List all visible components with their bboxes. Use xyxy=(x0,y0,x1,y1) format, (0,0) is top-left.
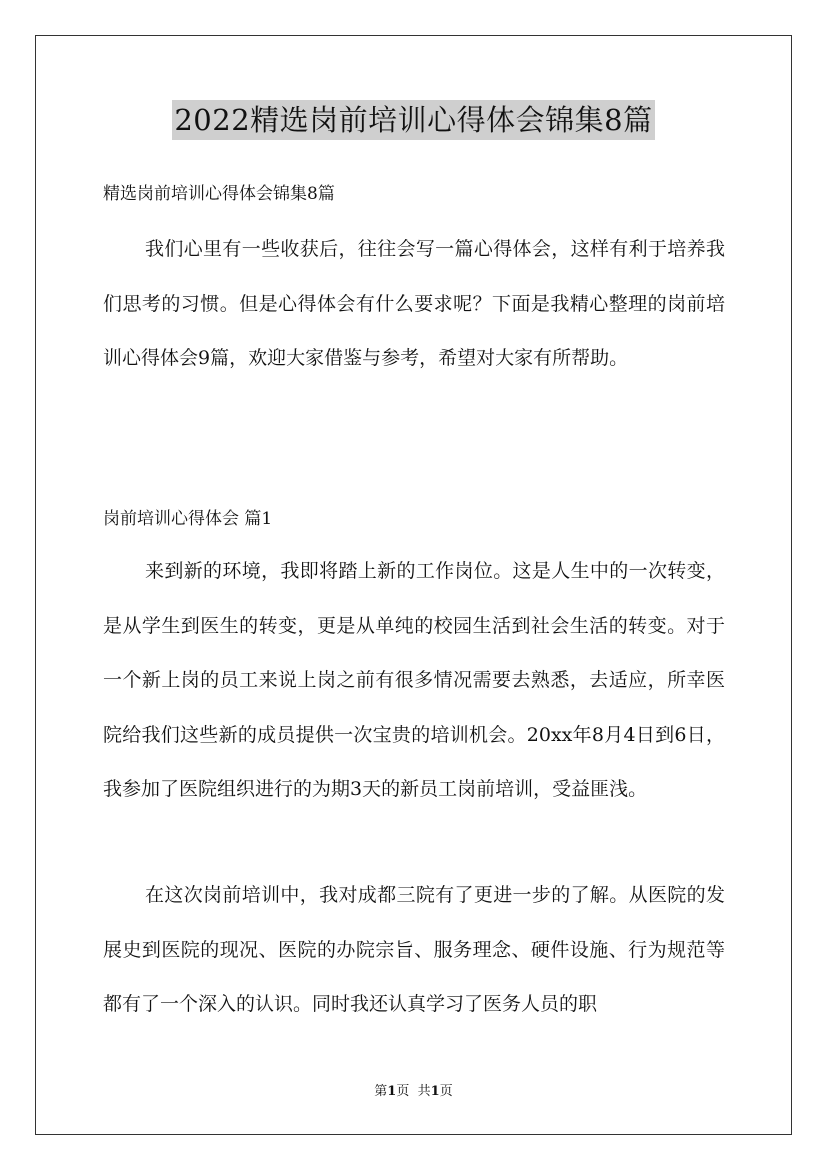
body-paragraph-1: 来到新的环境，我即将踏上新的工作岗位。这是人生中的一次转变，是从学生到医生的转变，更是从单纯的校园生活到社会生活的转变。对于一个新上岗的员工来说上岗之前有很多情况需要去熟悉，去适应，所幸医院给我们这些新的成员提供一次宝贵的培训机会。20xx年8月4日到6日，我参加了医院组织进行的为期3天的新员工岗前培训，受益匪浅。 xyxy=(103,560,725,800)
intro-paragraph: 我们心里有一些收获后，往往会写一篇心得体会，这样有利于培养我们思考的习惯。但是心得体会有什么要求呢？下面是我精心整理的岗前培训心得体会9篇，欢迎大家借鉴与参考，希望对大家有所帮助。 xyxy=(103,238,725,369)
page-footer xyxy=(0,1082,827,1102)
document-title: 2022精选岗前培训心得体会锦集8篇 xyxy=(172,100,654,140)
footer-page-number: 1 xyxy=(387,1084,397,1099)
document-subtitle: 精选岗前培训心得体会锦集8篇 xyxy=(103,184,335,204)
footer-total-number: 1 xyxy=(430,1084,440,1099)
title-container xyxy=(0,100,827,140)
body-paragraph-2: 在这次岗前培训中，我对成都三院有了更进一步的了解。从医院的发展史到医院的现况、医院的办院宗旨、服务理念、硬件设施、行为规范等都有了一个深入的认识。同时我还认真学习了医务人员的职 xyxy=(103,884,725,1015)
footer-page-suffix: 页 xyxy=(396,1084,410,1099)
section-heading: 岗前培训心得体会 篇1 xyxy=(103,509,273,529)
footer-total-prefix: 共 xyxy=(417,1084,431,1099)
footer-total-suffix: 页 xyxy=(439,1084,453,1099)
footer-page-prefix: 第 xyxy=(374,1084,388,1099)
